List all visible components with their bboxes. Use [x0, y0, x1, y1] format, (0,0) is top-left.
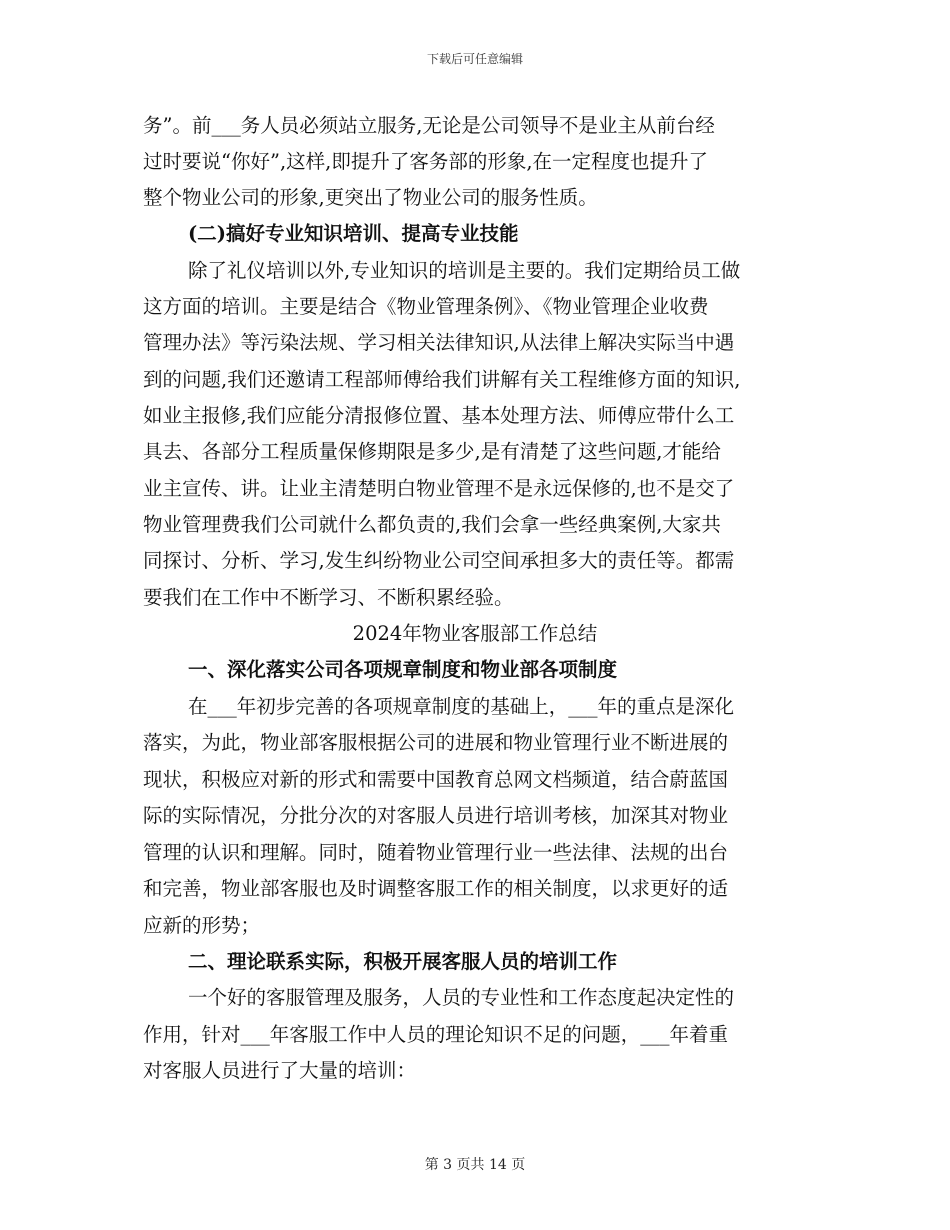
- body-line: 同探讨、分析、学习,发生纠纷物业公司空间承担多大的责任等。都需: [143, 549, 735, 572]
- section-heading: 二、理论联系实际，积极开展客服人员的培训工作: [188, 950, 618, 973]
- body-line: 务”。前___务人员必须站立服务,无论是公司领导不是业主从前台经: [143, 114, 715, 137]
- body-line: 在___年初步完善的各项规章制度的基础上，___年的重点是深化: [188, 695, 735, 718]
- section-heading: 一、深化落实公司各项规章制度和物业部各项制度: [188, 658, 618, 681]
- body-line: 管理的认识和理解。同时，随着物业管理行业一些法律、法规的出台: [143, 841, 729, 864]
- body-line: 到的问题,我们还邀请工程部师傅给我们讲解有关工程维修方面的知识,: [143, 368, 741, 391]
- page-header: 下载后可任意编辑: [426, 52, 523, 66]
- body-line: 过时要说“你好”,这样,即提升了客务部的形象,在一定程度也提升了: [143, 150, 709, 173]
- body-line: 和完善，物业部客服也及时调整客服工作的相关制度，以求更好的适: [143, 877, 729, 900]
- body-line: 物业管理费我们公司就什么都负责的,我们会拿一些经典案例,大家共: [143, 513, 721, 536]
- body-line: 际的实际情况，分批分次的对客服人员进行培训考核，加深其对物业: [143, 804, 729, 827]
- body-line: 除了礼仪培训以外,专业知识的培训是主要的。我们定期给员工做: [188, 259, 741, 282]
- body-line: 整个物业公司的形象,更突出了物业公司的服务性质。: [143, 186, 598, 209]
- body-line: 要我们在工作中不断学习、不断积累经验。: [143, 586, 514, 609]
- body-line: 这方面的培训。主要是结合《物业管理条例》、《物业管理企业收费: [143, 295, 709, 318]
- page-footer: 第 3 页共 14 页: [424, 1157, 526, 1173]
- body-line: 业主宣传、讲。让业主清楚明白物业管理不是永远保修的,也不是交了: [143, 477, 735, 500]
- body-line: 对客服人员进行了大量的培训：: [143, 1059, 417, 1082]
- body-line: 现状，积极应对新的形式和需要中国教育总网文档频道，结合蔚蓝国: [143, 768, 729, 791]
- body-line: 作用，针对___年客服工作中人员的理论知识不足的问题，___年着重: [143, 1023, 729, 1046]
- body-line: 管理办法》等污染法规、学习相关法律知识,从法律上解决实际当中遇: [143, 331, 735, 354]
- body-line: 如业主报修,我们应能分清报修位置、基本处理方法、师傅应带什么工: [143, 404, 735, 427]
- body-line: 落实，为此，物业部客服根据公司的进展和物业管理行业不断进展的: [143, 731, 729, 754]
- body-line: 应新的形势；: [143, 914, 261, 937]
- body-line: 一个好的客服管理及服务，人员的专业性和工作态度起决定性的: [188, 986, 735, 1009]
- document-title: 2024年物业客服部工作总结: [352, 622, 598, 645]
- body-line: 具去、各部分工程质量保修期限是多少,是有清楚了这些问题,才能给: [143, 440, 721, 463]
- section-heading: (二)搞好专业知识培训、提高专业技能: [188, 222, 519, 245]
